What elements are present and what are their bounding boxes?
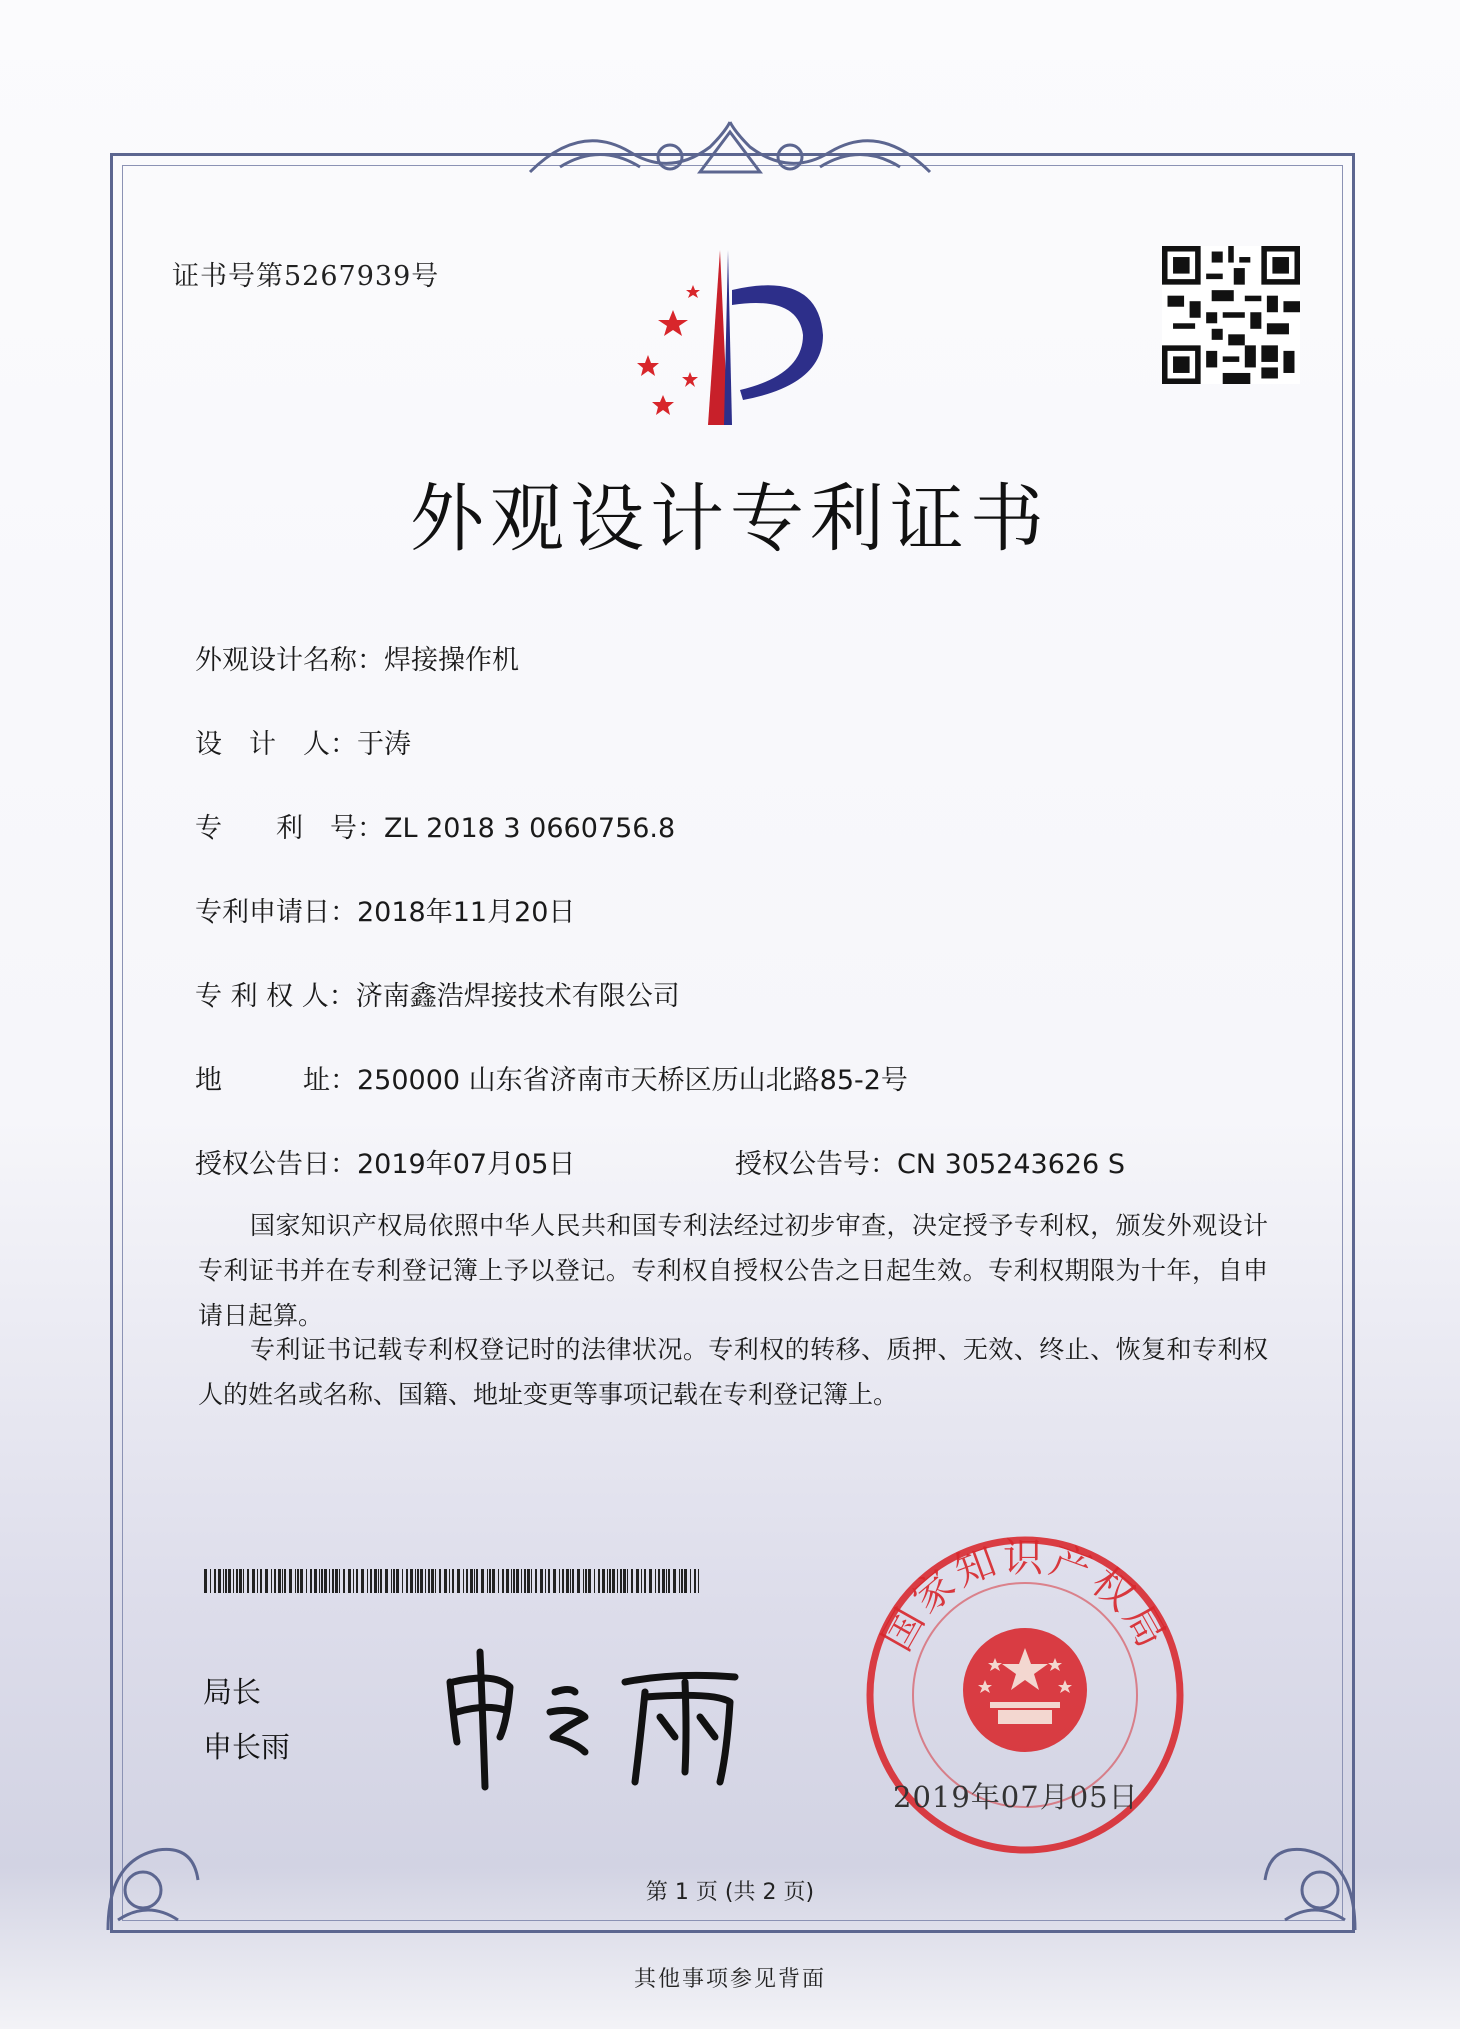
footer-note: 其他事项参见背面 (633, 1967, 826, 1992)
designer-value: 于涛 (357, 729, 411, 760)
grant-date-value: 2019年07月05日 (357, 1149, 576, 1180)
legal-paragraph-1: 国家知识产权局依照中华人民共和国专利法经过初步审查，决定授予专利权，颁发外观设计专利证书并在专利登记簿上予以登记。专利权自授权公告之日起生效。专利权期限为十年，自申请日起算。 (198, 1211, 1268, 1330)
patent-number-value: ZL 2018 3 0660756.8 (384, 813, 676, 844)
patent-number-field: 专 利 号：ZL 2018 3 0660756.8 (195, 813, 676, 844)
qr-code-icon (1162, 246, 1300, 384)
svg-text:国家知识产权局: 国家知识产权局 (873, 1535, 1177, 1659)
design-name-value: 焊接操作机 (384, 645, 519, 676)
design-name-field: 外观设计名称：焊接操作机 (195, 645, 519, 676)
certificate-title: 外观设计专利证书 (410, 476, 1050, 562)
seal-date: 2019年07月05日 (893, 1780, 1139, 1814)
announcement-number-field: 授权公告号：CN 305243626 S (735, 1149, 1125, 1180)
application-date-value: 2018年11月20日 (357, 897, 576, 928)
cnipa-logo-icon (628, 250, 858, 425)
address-value: 250000 山东省济南市天桥区历山北路85-2号 (357, 1065, 908, 1096)
designer-field: 设 计 人：于涛 (195, 729, 411, 760)
grant-date-field: 授权公告日：2019年07月05日 (195, 1149, 576, 1180)
announcement-number-value: CN 305243626 S (897, 1149, 1125, 1180)
director-name: 申长雨 (203, 1730, 291, 1764)
patentee-field: 专 利 权 人：济南鑫浩焊接技术有限公司 (195, 981, 680, 1012)
top-ornament (520, 112, 940, 187)
certificate-number: 证书号第5267939号 (172, 261, 440, 292)
director-title: 局长 (203, 1675, 262, 1709)
patentee-value: 济南鑫浩焊接技术有限公司 (355, 981, 680, 1012)
address-field: 地 址：250000 山东省济南市天桥区历山北路85-2号 (195, 1065, 908, 1096)
director-signature (435, 1642, 755, 1792)
legal-paragraph-2: 专利证书记载专利权登记时的法律状况。专利权的转移、质押、无效、终止、恢复和专利权人的姓名或名称、国籍、地址变更等事项记载在专利登记簿上。 (198, 1335, 1268, 1409)
barcode-icon (204, 1569, 699, 1593)
page-number: 第 1 页 (共 2 页) (645, 1880, 815, 1905)
application-date-field: 专利申请日：2018年11月20日 (195, 897, 576, 928)
